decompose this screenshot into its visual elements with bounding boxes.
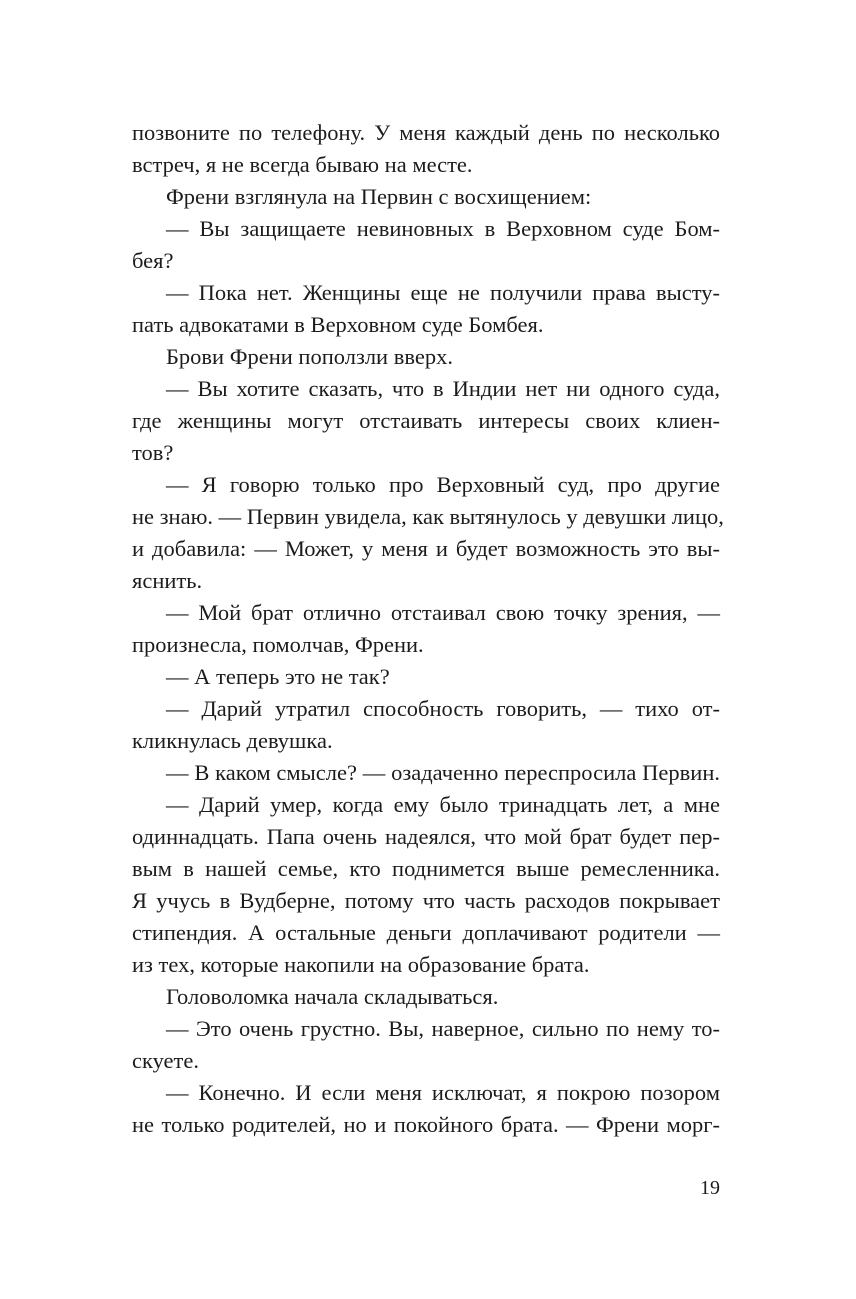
text-line: кликнулась девушка. [132,728,333,753]
text-line: — Дарий умер, когда ему было тринадцать лет, а мне [166,792,720,817]
text-line: — Мой брат отлично отстаивал свою точку зрения, — [166,600,720,625]
text-line: позвоните по телефону. У меня каждый день по несколько [132,120,720,145]
text-line: тов? [132,440,174,465]
text-line: стипендия. А остальные деньги доплачивают родители — [132,920,720,945]
text-line: из тех, которые накопили на образование брата. [132,952,590,977]
text-line: яснить. [132,568,203,593]
text-line: — Конечно. И если меня исключат, я покрою позором [166,1080,720,1105]
page-number: 19 [700,1177,720,1199]
text-line: — Это очень грустно. Вы, наверное, сильно по нему то- [166,1016,720,1041]
text-line: — Вы хотите сказать, что в Индии нет ни одного суда, [166,376,720,401]
text-line: бея? [132,248,174,273]
text-line: Брови Френи поползли вверх. [166,344,453,369]
text-line: — Вы защищаете невиновных в Верховном суде Бом- [166,216,720,241]
text-line: не только родителей, но и покойного брата. — Френи морг- [132,1112,720,1137]
text-line: встреч, я не всегда бываю на месте. [132,152,473,177]
text-line: Головоломка начала складываться. [166,984,499,1009]
text-line: произнесла, помолчав, Френи. [132,632,424,657]
text-line: — А теперь это не так? [166,664,390,689]
text-line: вым в нашей семье, кто поднимется выше ремесленника. [132,856,720,881]
text-line: Я учусь в Вудберне, потому что часть расходов покрывает [132,888,720,913]
text-line: — Пока нет. Женщины еще не получили права высту- [166,280,720,305]
text-line: — Я говорю только про Верховный суд, про другие [166,472,720,497]
text-line: Френи взглянула на Первин с восхищением: [166,184,592,209]
text-line: одиннадцать. Папа очень надеялся, что мой брат будет пер- [132,824,720,849]
text-line: — Дарий утратил способность говорить, — тихо от- [166,696,720,721]
text-line: — В каком смысле? — озадаченно переспросила Первин. [166,760,720,785]
text-line: не знаю. — Первин увидела, как вытянулось у девушки лицо, [132,504,724,529]
text-line: где женщины могут отстаивать интересы своих клиен- [132,408,720,433]
text-line: скуете. [132,1048,199,1073]
text-line: пать адвокатами в Верховном суде Бомбея. [132,312,544,337]
text-line: и добавила: — Может, у меня и будет возможность это вы- [132,536,720,561]
